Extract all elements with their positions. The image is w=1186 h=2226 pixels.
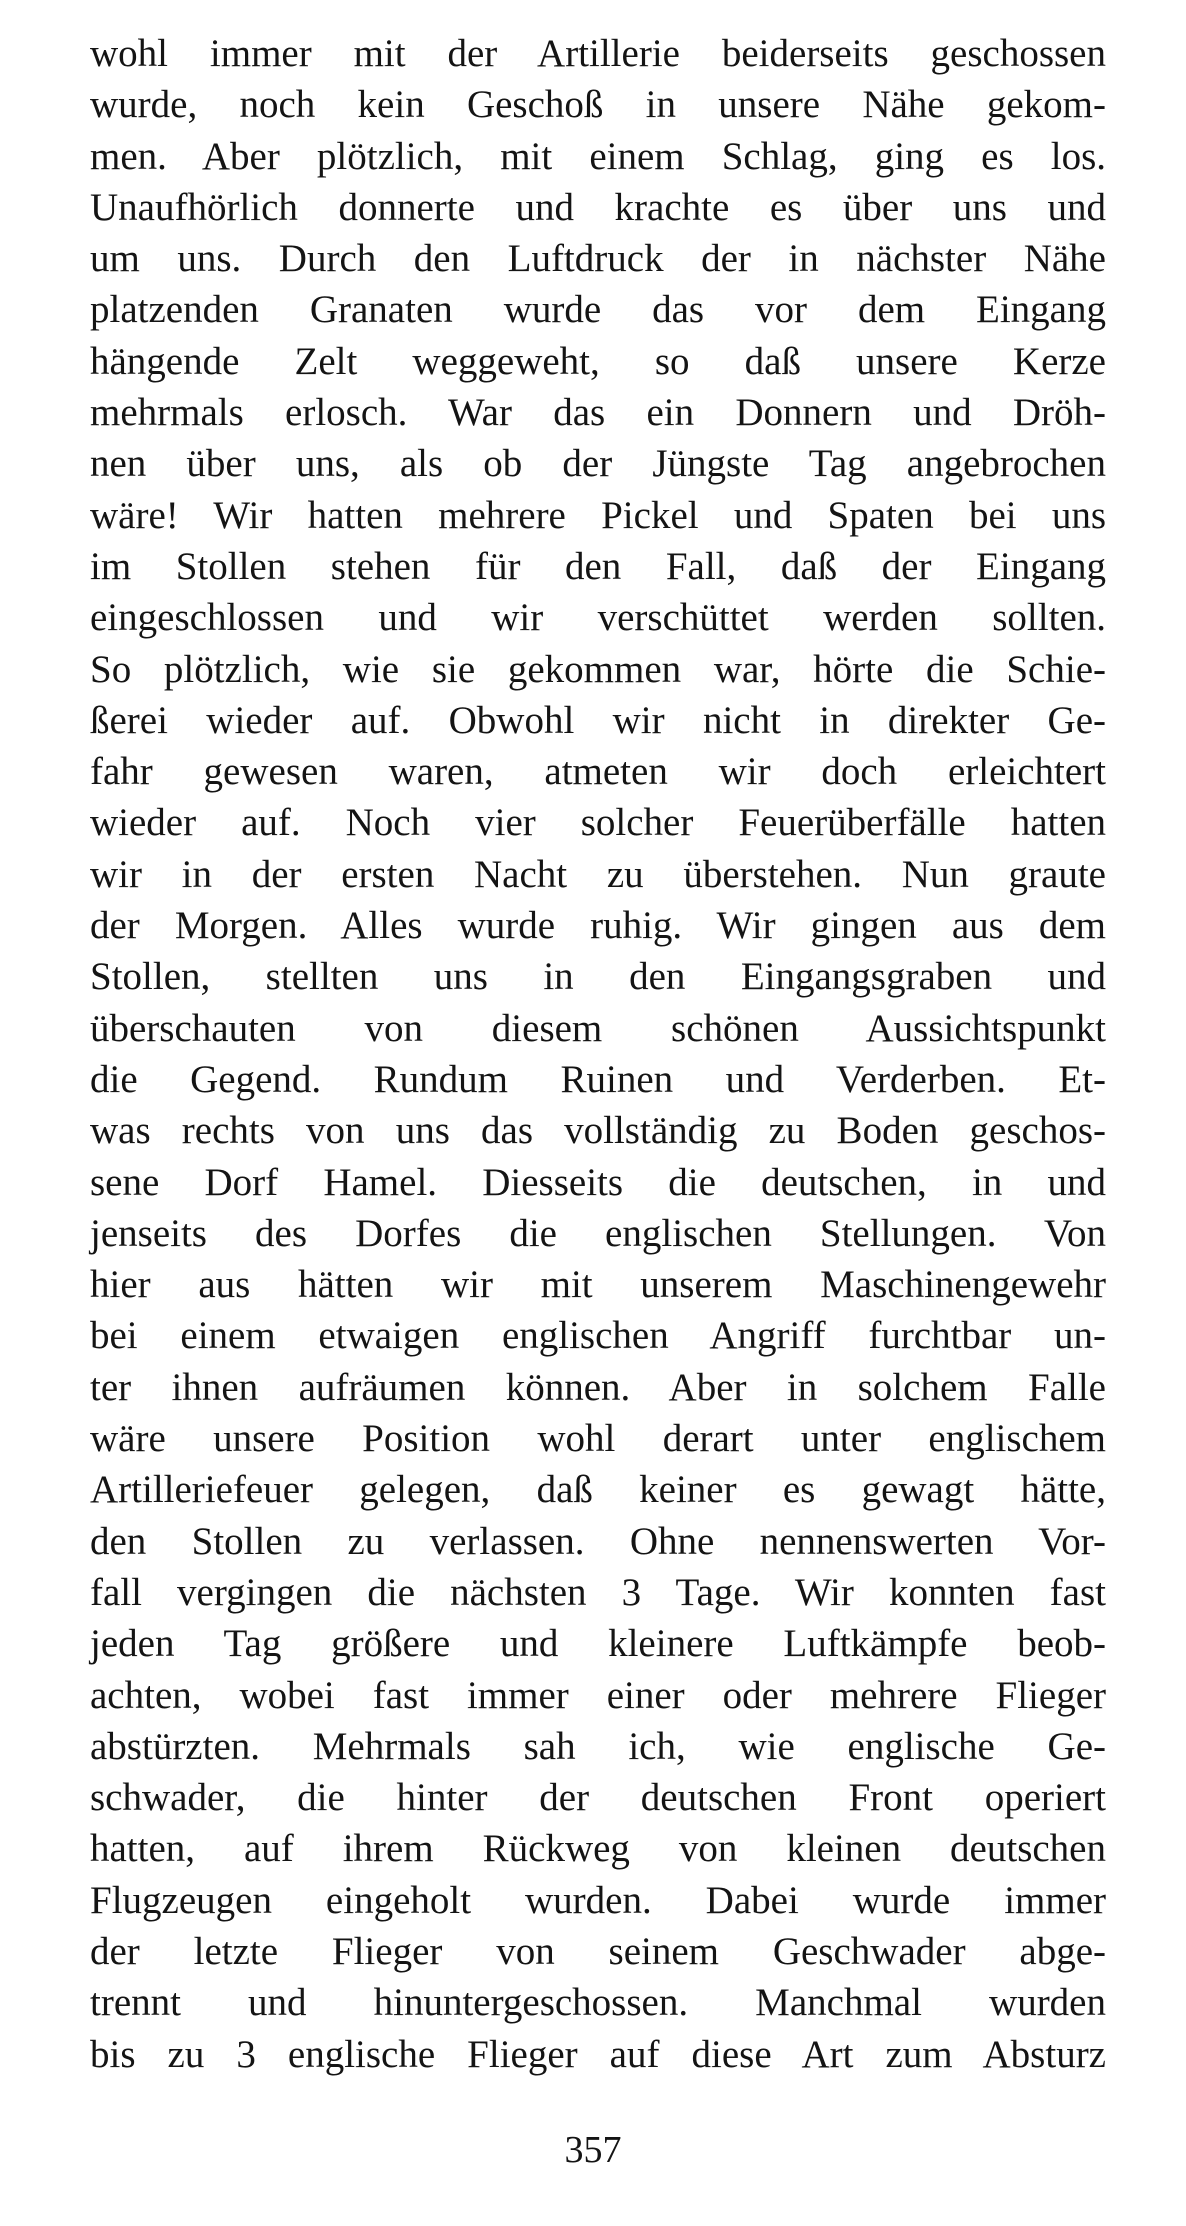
text-line: wäre! Wir hatten mehrere Pickel und Spaten bei uns: [90, 493, 1106, 537]
text-line: men. Aber plötzlich, mit einem Schlag, ging es los.: [90, 134, 1106, 178]
text-line: jeden Tag größere und kleinere Luftkämpfe beob-: [90, 1622, 1106, 1666]
text-line: wurde, noch kein Geschoß in unsere Nähe gekom-: [90, 83, 1106, 127]
text-line: bis zu 3 englische Flieger auf diese Art zum Absturz: [90, 2032, 1106, 2076]
text-line: was rechts von uns das vollständig zu Boden geschos-: [90, 1109, 1106, 1153]
text-line: Stollen, stellten uns in den Eingangsgraben und: [90, 955, 1106, 999]
text-line: Artilleriefeuer gelegen, daß keiner es gewagt hätte,: [90, 1468, 1106, 1512]
text-line: fall vergingen die nächsten 3 Tage. Wir konnten fast: [90, 1570, 1106, 1614]
text-line: ter ihnen aufräumen können. Aber in solchem Falle: [90, 1365, 1106, 1409]
text-line: wohl immer mit der Artillerie beiderseits geschossen: [90, 32, 1106, 75]
text-line: der letzte Flieger von seinem Geschwader abge-: [90, 1929, 1106, 1973]
text-line: sene Dorf Hamel. Diesseits die deutschen, in und: [90, 1160, 1106, 1204]
text-line: um uns. Durch den Luftdruck der in nächster Nähe: [90, 237, 1106, 281]
text-line: wieder auf. Noch vier solcher Feuerüberfälle hatten: [90, 801, 1106, 845]
text-line: nen über uns, als ob der Jüngste Tag angebrochen: [90, 442, 1106, 486]
text-line: im Stollen stehen für den Fall, daß der Eingang: [90, 544, 1106, 588]
text-line: überschauten von diesem schönen Aussichtspunkt: [90, 1006, 1106, 1050]
page-number: 357: [564, 2129, 622, 2171]
text-line: die Gegend. Rundum Ruinen und Verderben. Et-: [90, 1057, 1106, 1101]
text-line: wäre unsere Position wohl derart unter englischem: [90, 1417, 1106, 1461]
text-line: mehrmals erlosch. War das ein Donnern und Dröh-: [90, 391, 1106, 435]
text-line: achten, wobei fast immer einer oder mehrere Flieger: [90, 1673, 1106, 1717]
text-line: jenseits des Dorfes die englischen Stellungen. Von: [90, 1211, 1106, 1255]
text-line: hatten, auf ihrem Rückweg von kleinen deutschen: [90, 1827, 1106, 1871]
text-line: ßerei wieder auf. Obwohl wir nicht in direkter Ge-: [90, 698, 1106, 742]
text-line: bei einem etwaigen englischen Angriff furchtbar un-: [90, 1314, 1106, 1358]
text-line: den Stollen zu verlassen. Ohne nennenswerten Vor-: [90, 1519, 1106, 1563]
text-line: der Morgen. Alles wurde ruhig. Wir gingen aus dem: [90, 904, 1106, 948]
text-line: Unaufhörlich donnerte und krachte es über uns und: [90, 185, 1106, 229]
text-line: hier aus hätten wir mit unserem Maschinengewehr: [90, 1263, 1106, 1307]
text-line: eingeschlossen und wir verschüttet werden sollten.: [90, 596, 1106, 640]
text-line: Flugzeugen eingeholt wurden. Dabei wurde immer: [90, 1878, 1106, 1922]
body-text: [90, 28, 1106, 2080]
text-line: schwader, die hinter der deutschen Front operiert: [90, 1776, 1106, 1820]
text-line: hängende Zelt weggeweht, so daß unsere Kerze: [90, 339, 1106, 383]
text-line: abstürzten. Mehrmals sah ich, wie englische Ge-: [90, 1724, 1106, 1768]
text-line: wir in der ersten Nacht zu überstehen. Nun graute: [90, 852, 1106, 896]
text-line: So plötzlich, wie sie gekommen war, hörte die Schie-: [90, 647, 1106, 691]
text-line: trennt und hinuntergeschossen. Manchmal wurden: [90, 1981, 1106, 2025]
text-line: platzenden Granaten wurde das vor dem Eingang: [90, 288, 1106, 332]
text-line: fahr gewesen waren, atmeten wir doch erleichtert: [90, 750, 1106, 794]
